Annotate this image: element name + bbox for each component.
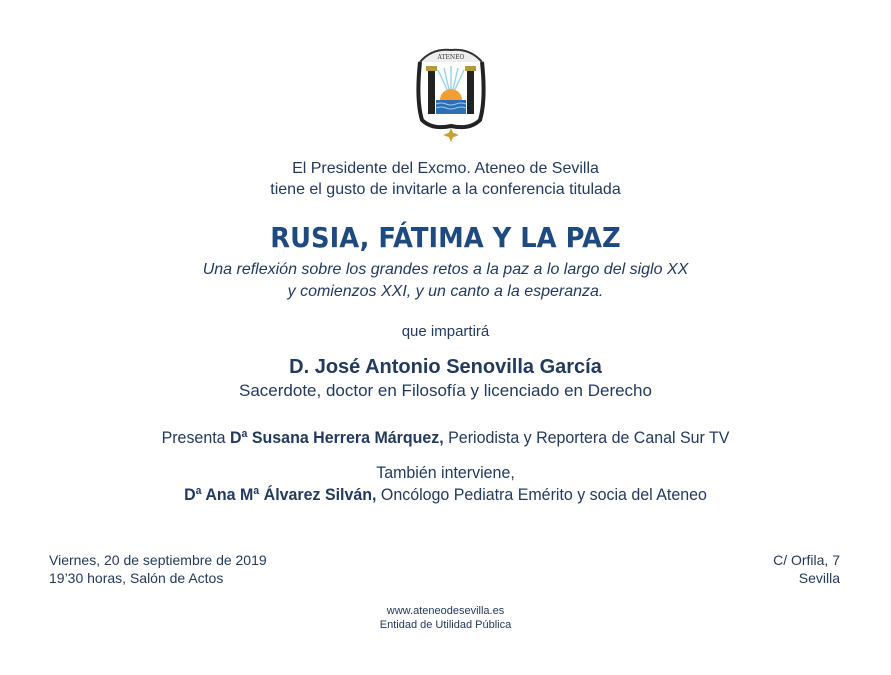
presenter-prefix: Presenta [161, 428, 230, 447]
conference-subtitle [0, 259, 891, 303]
address-street: C/ Orfila, 7 [773, 552, 840, 568]
event-time-place: 19’30 horas, Salón de Actos [49, 570, 224, 586]
presenter-name: Dª Susana Herrera Márquez, [229, 428, 444, 447]
conference-title: RUSIA, FÁTIMA Y LA PAZ [270, 221, 621, 254]
footer [0, 604, 891, 632]
svg-text:ATENEO: ATENEO [437, 54, 465, 61]
event-datetime [49, 551, 267, 587]
also-speaks [27, 462, 865, 506]
intro-line-1: El Presidente del Excmo. Ateneo de Sevilla [292, 160, 599, 177]
event-address [773, 551, 840, 587]
also-name: Dª Ana Mª Álvarez Silván, [184, 485, 377, 504]
also-line [27, 484, 865, 506]
speaker-name: D. José Antonio Senovilla García [289, 356, 602, 378]
event-date: Viernes, 20 de septiembre de 2019 [49, 552, 267, 568]
subtitle-line-1: Una reflexión sobre los grandes retos a la paz a lo largo del siglo XX [202, 261, 689, 278]
also-role: Oncólogo Pediatra Emérito y socia del Ateneo [376, 485, 707, 504]
footer-note: Entidad de Utilidad Pública [379, 619, 512, 631]
address-city: Sevilla [798, 570, 840, 586]
subtitle-line-2: y comienzos XXI, y un canto a la esperanza. [287, 283, 604, 300]
presenter-role: Periodista y Reportera de Canal Sur TV [443, 428, 730, 447]
invitation-intro [0, 158, 891, 200]
ateneo-logo [412, 40, 490, 146]
intro-line-2: tiene el gusto de invitarle a la conferencia titulada [270, 181, 621, 198]
also-intro: También interviene, [376, 463, 515, 482]
speaker-role: Sacerdote, doctor en Filosofía y licenciado en Derecho [239, 381, 652, 400]
website-link[interactable]: www.ateneodesevilla.es [386, 605, 505, 617]
ateneo-coat-of-arms-icon [412, 40, 490, 146]
imparte-label: que impartirá [401, 323, 490, 340]
presenter-line [27, 428, 865, 448]
